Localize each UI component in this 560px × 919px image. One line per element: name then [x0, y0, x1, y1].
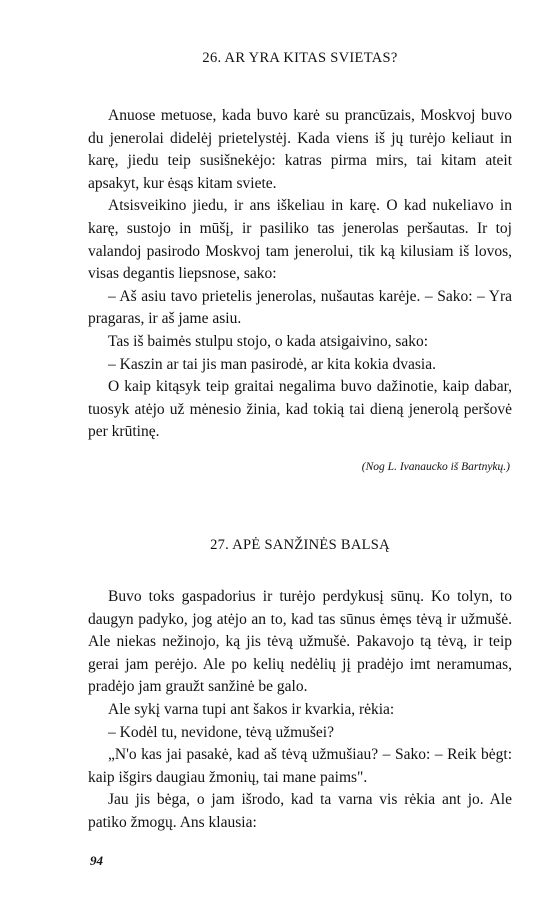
paragraph: – Kaszin ar tai jis man pasirodė, ar kita kokia dvasia.	[108, 355, 436, 373]
paragraph: „N'o kas jai pasakė, kad aš tėvą užmušiau? – Sako: – Reik bėgt: kaip išgirs daugiau žmonių, tai mane paims".	[88, 746, 512, 786]
paragraph: – Aš asiu tavo prietelis jenerolas, nušautas karėje. – Sako: – Yra pragaras, ir aš jame asiu.	[88, 287, 512, 328]
story-27	[88, 537, 512, 835]
paragraph: O kaip kitąsyk teip graitai negalima buvo dažinotie, kaip dabar, tuosyk atėjo už mėnesio žinia, kad tokią tai dieną jenerolą peršovė per krūtinę.	[88, 378, 512, 441]
paragraph: Tas iš baimės stulpu stojo, o kada atsigaivino, sako:	[108, 332, 429, 350]
story-body	[88, 105, 512, 444]
source-attribution: (Nog L. Ivanaucko iš Bartnykų.)	[361, 460, 510, 473]
page-number: 94	[90, 853, 103, 868]
story-26	[88, 50, 512, 473]
story-title: 26. AR YRA KITAS SVIETAS?	[202, 50, 398, 66]
paragraph: Ale sykį varna tupi ant šakos ir kvarkia, rėkia:	[108, 700, 395, 718]
story-title: 27. APĖ SANŽINĖS BALSĄ	[210, 537, 390, 553]
paragraph: Buvo toks gaspadorius ir turėjo perdykusį sūnų. Ko tolyn, to daugyn padyko, jog atėjo an to, kad tas sūnus ėmęs tėvą ir užmušė. Ale niekas nežinojo, ką jis tėvą užmušė. Pakavojo tą tėvą, ir teip gerai jam perėjo. Ale po kelių nedėlių jį pradėjo imt neramumas, pradėjo jam graužt sanžinė be galo.	[88, 588, 512, 696]
paragraph: Atsisveikino jiedu, ir ans iškeliau in karę. O kad nukeliavo in karę, sustojo in mūšį, ir pasiliko tas jenerolas peršautas. Ir toj valandoj pasirodo Moskvoj tam jenerolui, tik ką kilusiam iš lovos, visas degantis liepsnose, sako:	[88, 197, 512, 283]
paragraph: – Kodėl tu, nevidone, tėvą užmušei?	[108, 723, 334, 741]
paragraph: Anuose metuose, kada buvo karė su prancūzais, Moskvoj buvo du jenerolai didelėj prietelystėj. Kada viens iš jų turėjo keliaut in karę, jiedu teip susišnekėjo: katras pirma mirs, tai kitam ateit apsakyt, kur ėsąs kitam sviete.	[88, 107, 512, 192]
paragraph: Jau jis bėga, o jam išrodo, kad ta varna vis rėkia ant jo. Ale patiko žmogų. Ans klausia:	[88, 791, 512, 831]
story-body	[88, 586, 512, 835]
